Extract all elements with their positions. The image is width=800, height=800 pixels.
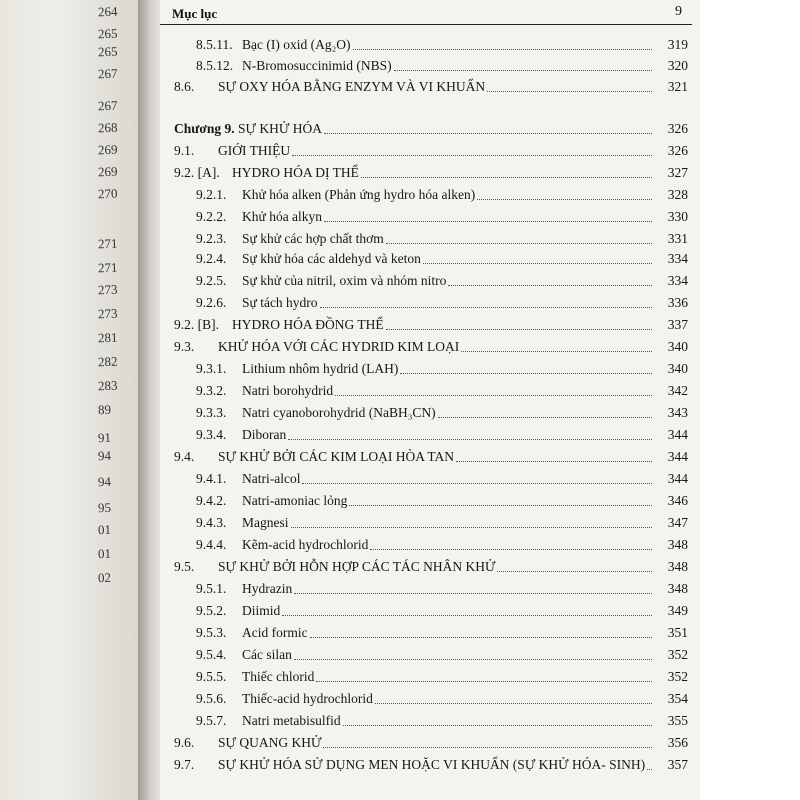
background-edge bbox=[700, 0, 800, 800]
toc-entry-label: HYDRO HÓA DỊ THỂ bbox=[232, 165, 359, 180]
toc-entry bbox=[160, 380, 700, 402]
left-page-number: 89 bbox=[97, 401, 112, 418]
toc-leader-dots bbox=[423, 263, 652, 264]
toc-entry-number: 9.4.4. bbox=[196, 537, 227, 552]
toc-entry-number: 9.2. [A]. bbox=[174, 165, 220, 180]
toc-entry-label: Thiếc chlorid bbox=[242, 669, 315, 684]
toc-entry-page: 340 bbox=[667, 361, 688, 376]
toc-leader-dots bbox=[294, 593, 652, 594]
toc-entry bbox=[160, 248, 700, 270]
toc-entry-label: Khử hóa alken (Phản ứng hydro hóa alken) bbox=[242, 187, 476, 202]
toc-entry-page: 320 bbox=[667, 58, 688, 73]
toc-entry-page: 349 bbox=[667, 603, 688, 618]
toc-entry bbox=[160, 512, 700, 534]
toc-entry bbox=[160, 76, 700, 98]
table-of-contents-page bbox=[160, 0, 700, 800]
toc-entry-label: Sự khử hóa các aldehyd và keton bbox=[242, 251, 421, 266]
left-page-number: 270 bbox=[97, 185, 118, 202]
toc-entry-label: Natri borohydrid bbox=[242, 383, 334, 398]
toc-entry-page: 321 bbox=[667, 79, 688, 94]
toc-entry-number: 9.3.2. bbox=[196, 383, 227, 398]
toc-leader-dots bbox=[647, 769, 652, 770]
toc-entry-number: 9.5.1. bbox=[196, 581, 227, 596]
toc-entry-number: 8.5.11. bbox=[196, 37, 233, 52]
toc-entry bbox=[160, 184, 700, 206]
toc-entry bbox=[160, 644, 700, 666]
left-page-number: 265 bbox=[97, 43, 118, 60]
toc-leader-dots bbox=[370, 549, 652, 550]
toc-entry-label: SỰ KHỬ BỞI CÁC KIM LOẠI HÒA TAN bbox=[218, 449, 454, 464]
toc-entry-number: 9.3. bbox=[174, 339, 195, 354]
toc-entry bbox=[160, 534, 700, 556]
toc-entry bbox=[160, 578, 700, 600]
left-page-number: 95 bbox=[97, 499, 112, 516]
toc-entry-page: 355 bbox=[667, 713, 688, 728]
left-page-number: 265 bbox=[97, 25, 118, 42]
toc-leader-dots bbox=[386, 243, 652, 244]
toc-entry bbox=[160, 490, 700, 512]
toc-entry-page: 330 bbox=[667, 209, 688, 224]
left-page-number: 282 bbox=[97, 353, 118, 370]
toc-entry-number: 8.5.12. bbox=[196, 58, 234, 73]
toc-entry-label: Natri metabisulfid bbox=[242, 713, 341, 728]
toc-leader-dots bbox=[361, 177, 652, 178]
toc-entry bbox=[160, 358, 700, 380]
toc-leader-dots bbox=[386, 329, 652, 330]
toc-leader-dots bbox=[477, 199, 652, 200]
toc-entry-page: 347 bbox=[667, 515, 688, 530]
toc-entry-number: 9.1. bbox=[174, 143, 195, 158]
left-page-number: 94 bbox=[97, 447, 112, 464]
toc-entry bbox=[160, 162, 700, 184]
toc-entry-number: 9.5.4. bbox=[196, 647, 227, 662]
toc-entry bbox=[160, 228, 700, 250]
toc-entry bbox=[160, 556, 700, 578]
toc-leader-dots bbox=[288, 439, 652, 440]
toc-entry-page: 344 bbox=[667, 427, 688, 442]
toc-entry-number: 9.4. bbox=[174, 449, 195, 464]
left-page-number: 268 bbox=[97, 119, 118, 136]
toc-entry-page: 326 bbox=[667, 121, 688, 136]
toc-entry-page: 346 bbox=[667, 493, 688, 508]
toc-leader-dots bbox=[448, 285, 652, 286]
toc-leader-dots bbox=[497, 571, 652, 572]
toc-entry-number: 9.3.3. bbox=[196, 405, 227, 420]
left-page-number: 267 bbox=[97, 65, 118, 82]
toc-entry-page: 344 bbox=[667, 449, 688, 464]
toc-entry bbox=[160, 666, 700, 688]
toc-entry bbox=[160, 600, 700, 622]
toc-entry bbox=[160, 710, 700, 732]
toc-entry bbox=[160, 688, 700, 710]
toc-entry-number: 9.5.7. bbox=[196, 713, 227, 728]
toc-entry-page: 319 bbox=[667, 37, 688, 52]
toc-entry-number: 9.5.3. bbox=[196, 625, 227, 640]
toc-leader-dots bbox=[335, 395, 652, 396]
toc-entry-label: SỰ KHỬ BỞI HỖN HỢP CÁC TÁC NHÂN KHỬ bbox=[218, 559, 496, 574]
toc-entry-page: 334 bbox=[667, 251, 688, 266]
toc-entry bbox=[160, 468, 700, 490]
toc-entry-number: 9.2.4. bbox=[196, 251, 227, 266]
toc-entry-label: Các silan bbox=[242, 647, 292, 662]
toc-leader-dots bbox=[438, 417, 652, 418]
toc-entry-label: SỰ OXY HÓA BẰNG ENZYM VÀ VI KHUẨN bbox=[218, 79, 486, 94]
toc-leader-dots bbox=[343, 725, 652, 726]
toc-leader-dots bbox=[375, 703, 652, 704]
toc-entry-label: Kẽm-acid hydrochlorid bbox=[242, 537, 369, 552]
toc-leader-dots bbox=[294, 659, 652, 660]
toc-entry bbox=[160, 55, 700, 77]
left-page-number: 273 bbox=[97, 305, 118, 322]
toc-entry-page: 357 bbox=[667, 757, 688, 772]
toc-entry bbox=[160, 424, 700, 446]
toc-entry-page: 336 bbox=[667, 295, 688, 310]
toc-entry-number: 9.4.1. bbox=[196, 471, 227, 486]
toc-entry-number: 9.2.6. bbox=[196, 295, 227, 310]
toc-entry-number: 9.2.5. bbox=[196, 273, 227, 288]
toc-entry-label: N-Bromosuccinimid (NBS) bbox=[242, 58, 392, 73]
left-page-number: 271 bbox=[97, 259, 118, 276]
left-page-number: 273 bbox=[97, 281, 118, 298]
toc-leader-dots bbox=[487, 91, 652, 92]
toc-entry-number: 8.6. bbox=[174, 79, 195, 94]
toc-entry-label: Acid formic bbox=[242, 625, 308, 640]
toc-entry-label: Diimid bbox=[242, 603, 281, 618]
toc-entry-label: SỰ QUANG KHỬ bbox=[218, 735, 322, 750]
toc-entry-label: GIỚI THIỆU bbox=[218, 143, 291, 158]
toc-leader-dots bbox=[302, 483, 652, 484]
toc-entry-number: 9.5.6. bbox=[196, 691, 227, 706]
left-page-number: 269 bbox=[97, 141, 118, 158]
toc-entry-label: Hydrazin bbox=[242, 581, 293, 596]
toc-entry-number: 9.2. [B]. bbox=[174, 317, 219, 332]
toc-entry-page: 337 bbox=[667, 317, 688, 332]
toc-entry bbox=[160, 270, 700, 292]
toc-entry bbox=[160, 446, 700, 468]
toc-entry-label: KHỬ HÓA VỚI CÁC HYDRID KIM LOẠI bbox=[218, 339, 460, 354]
toc-entry bbox=[160, 206, 700, 228]
toc-entry-label: Sự tách hydro bbox=[242, 295, 318, 310]
left-page-number: 91 bbox=[97, 429, 112, 446]
toc-entry-page: 351 bbox=[667, 625, 688, 640]
toc-entry-page: 326 bbox=[667, 143, 688, 158]
left-page-number: 269 bbox=[97, 163, 118, 180]
toc-entry-number: 9.5.2. bbox=[196, 603, 227, 618]
toc-entry bbox=[160, 402, 700, 424]
toc-entry-label: Natri-alcol bbox=[242, 471, 301, 486]
toc-entry-label: Thiếc-acid hydrochlorid bbox=[242, 691, 373, 706]
toc-leader-dots bbox=[291, 527, 653, 528]
toc-leader-dots bbox=[400, 373, 652, 374]
toc-entry-number: 9.2.1. bbox=[196, 187, 227, 202]
toc-entry-number: 9.2.3. bbox=[196, 231, 227, 246]
toc-entry-page: 348 bbox=[667, 581, 688, 596]
toc-entry bbox=[160, 292, 700, 314]
toc-entry-page: 328 bbox=[667, 187, 688, 202]
left-page-edge bbox=[0, 0, 140, 800]
toc-entry bbox=[160, 754, 700, 776]
left-page-number: 264 bbox=[97, 3, 118, 20]
toc-entry-label: Bạc (I) oxid (Ag₂O) bbox=[242, 37, 351, 52]
toc-entry-label: Natri-amoniac lỏng bbox=[242, 493, 348, 508]
page-number: 9 bbox=[675, 4, 682, 19]
toc-entry-number: 9.3.4. bbox=[196, 427, 227, 442]
toc-entry bbox=[160, 622, 700, 644]
left-page-number: 271 bbox=[97, 235, 118, 252]
toc-entry-page: 356 bbox=[667, 735, 688, 750]
toc-entry-page: 340 bbox=[667, 339, 688, 354]
toc-leader-dots bbox=[310, 637, 652, 638]
toc-entry-number: 9.2.2. bbox=[196, 209, 227, 224]
left-page-number: 02 bbox=[97, 569, 112, 586]
toc-entry-page: 348 bbox=[667, 537, 688, 552]
toc-entry-page: 348 bbox=[667, 559, 688, 574]
toc-entry-page: 342 bbox=[667, 383, 688, 398]
toc-leader-dots bbox=[282, 615, 652, 616]
toc-entry-number: 9.4.2. bbox=[196, 493, 227, 508]
left-page-number: 01 bbox=[97, 521, 112, 538]
left-page-number: 94 bbox=[97, 473, 112, 490]
toc-entry-label: Khử hóa alkyn bbox=[242, 209, 323, 224]
toc-entry bbox=[160, 34, 700, 56]
toc-entry-label: HYDRO HÓA ĐỒNG THỂ bbox=[232, 317, 384, 332]
toc-leader-dots bbox=[292, 155, 652, 156]
toc-entry-number: 9.5.5. bbox=[196, 669, 227, 684]
toc-entry-number: Chương 9. bbox=[174, 121, 235, 136]
toc-leader-dots bbox=[349, 505, 652, 506]
toc-entry-page: 354 bbox=[667, 691, 688, 706]
toc-entry-label: Magnesi bbox=[242, 515, 289, 530]
toc-entry bbox=[160, 140, 700, 162]
left-page-number: 01 bbox=[97, 545, 112, 562]
toc-entry-page: 327 bbox=[667, 165, 688, 180]
toc-entry-label: Sự khử các hợp chất thơm bbox=[242, 231, 384, 246]
toc-leader-dots bbox=[324, 133, 652, 134]
toc-leader-dots bbox=[324, 221, 652, 222]
toc-entry-label: Sự khử của nitril, oxim và nhóm nitro bbox=[242, 273, 447, 288]
toc-leader-dots bbox=[323, 747, 652, 748]
toc-leader-dots bbox=[353, 49, 652, 50]
toc-entry-page: 352 bbox=[667, 647, 688, 662]
toc-entry-page: 343 bbox=[667, 405, 688, 420]
toc-entry bbox=[160, 732, 700, 754]
toc-entry-number: 9.4.3. bbox=[196, 515, 227, 530]
left-page-number: 283 bbox=[97, 377, 118, 394]
toc-leader-dots bbox=[461, 351, 652, 352]
toc-entry-label: Natri cyanoborohydrid (NaBH₃CN) bbox=[242, 405, 436, 420]
toc-entry-label: SỰ KHỬ HÓA bbox=[238, 121, 322, 136]
toc-leader-dots bbox=[320, 307, 652, 308]
toc-entry-label: Diboran bbox=[242, 427, 287, 442]
toc-entry-number: 9.6. bbox=[174, 735, 195, 750]
toc-entry bbox=[160, 336, 700, 358]
toc-entry bbox=[160, 314, 700, 336]
toc-leader-dots bbox=[394, 70, 652, 71]
left-page-number: 267 bbox=[97, 97, 118, 114]
toc-entry-label: Lithium nhôm hydrid (LAH) bbox=[242, 361, 399, 376]
toc-entry-page: 331 bbox=[667, 231, 688, 246]
toc-entry-number: 9.5. bbox=[174, 559, 195, 574]
page-title: Mục lục bbox=[172, 6, 218, 21]
toc-entry-page: 334 bbox=[667, 273, 688, 288]
toc-entry-label: SỰ KHỬ HÓA SỬ DỤNG MEN HOẶC VI KHUẨN (SỰ KHỬ HÓA- SINH) bbox=[218, 757, 646, 772]
page-header bbox=[160, 0, 692, 25]
toc-entry-page: 344 bbox=[667, 471, 688, 486]
left-page-number: 281 bbox=[97, 329, 118, 346]
toc-entry-number: 9.3.1. bbox=[196, 361, 227, 376]
toc-entry-page: 352 bbox=[667, 669, 688, 684]
toc-entry-number: 9.7. bbox=[174, 757, 195, 772]
toc-entry bbox=[160, 118, 700, 140]
toc-leader-dots bbox=[456, 461, 652, 462]
toc-leader-dots bbox=[316, 681, 652, 682]
